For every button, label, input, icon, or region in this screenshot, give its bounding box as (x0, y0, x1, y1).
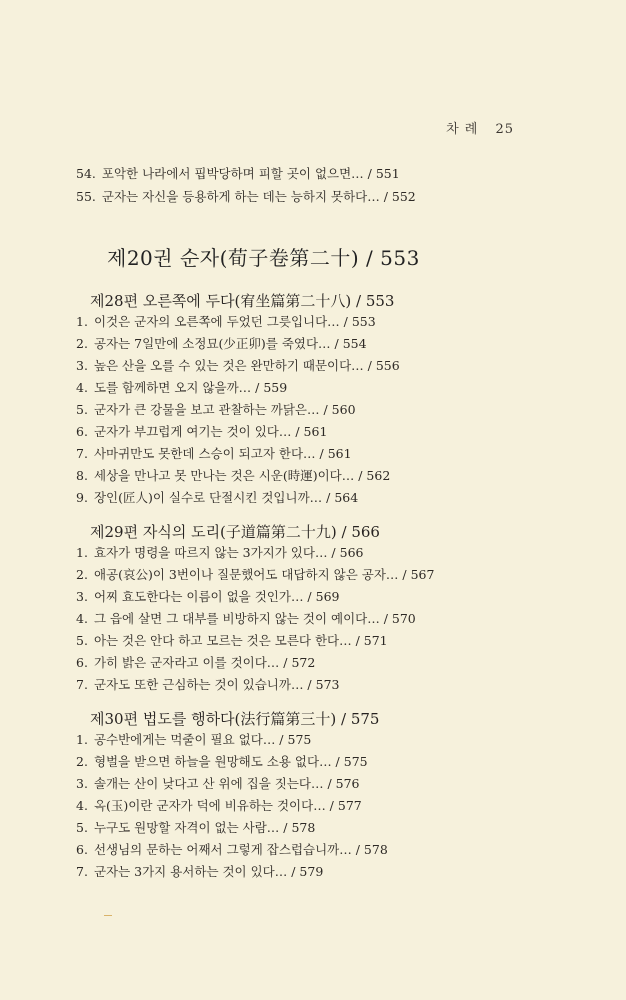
chapter-title: 제28편 오른쪽에 두다(宥坐篇第二十八) / 553 (90, 292, 395, 310)
toc-item: 3. 어찌 효도한다는 이름이 없을 것인가… / 569 (76, 589, 340, 604)
toc-item: 2. 애공(哀公)이 3번이나 질문했어도 대답하지 않은 공자… / 567 (76, 567, 435, 582)
running-head (434, 118, 514, 137)
toc-item: 2. 형벌을 받으면 하늘을 원망해도 소용 없다… / 575 (76, 754, 368, 769)
toc-item: 4. 옥(玉)이란 군자가 덕에 비유하는 것이다… / 577 (76, 798, 362, 813)
chapter-title: 제30편 법도를 행하다(法行篇第三十) / 575 (90, 710, 380, 728)
toc-item: 8. 세상을 만나고 못 만나는 것은 시운(時運)이다… / 562 (76, 468, 391, 483)
toc-item: 54. 포악한 나라에서 핍박당하며 피할 곳이 없으면… / 551 (76, 166, 400, 181)
toc-item: 7. 사마귀만도 못한데 스승이 되고자 한다… / 561 (76, 446, 352, 461)
toc-item: 1. 이것은 군자의 오른쪽에 두었던 그릇입니다… / 553 (76, 314, 376, 329)
toc-item: 1. 효자가 명령을 따르지 않는 3가지가 있다… / 566 (76, 545, 364, 560)
running-title: 차 례 (446, 122, 479, 137)
toc-item: 3. 높은 산을 오를 수 있는 것은 완만하기 때문이다… / 556 (76, 358, 400, 373)
toc-item: 55. 군자는 자신을 등용하게 하는 데는 능하지 못하다… / 552 (76, 189, 416, 204)
volume-title: 제20권 순자(荀子卷第二十) / 553 (107, 246, 420, 270)
toc-item: 5. 아는 것은 안다 하고 모르는 것은 모른다 한다… / 571 (76, 633, 388, 648)
toc-item: 9. 장인(匠人)이 실수로 단절시킨 것입니까… / 564 (76, 490, 359, 505)
toc-item: 6. 가히 밝은 군자라고 이를 것이다… / 572 (76, 655, 316, 670)
toc-item: 3. 솔개는 산이 낮다고 산 위에 집을 짓는다… / 576 (76, 776, 360, 791)
chapter-title: 제29편 자식의 도리(子道篇第二十九) / 566 (90, 523, 380, 541)
toc-item: 5. 누구도 원망할 자격이 없는 사람… / 578 (76, 820, 316, 835)
toc-item: 4. 그 읍에 살면 그 대부를 비방하지 않는 것이 예이다… / 570 (76, 611, 416, 626)
decorative-mark (104, 915, 112, 916)
toc-item: 6. 군자가 부끄럽게 여기는 것이 있다… / 561 (76, 424, 328, 439)
toc-item: 6. 선생님의 문하는 어째서 그렇게 잡스럽습니까… / 578 (76, 842, 388, 857)
toc-item: 5. 군자가 큰 강물을 보고 관찰하는 까닭은… / 560 (76, 402, 356, 417)
toc-item: 7. 군자는 3가지 용서하는 것이 있다… / 579 (76, 864, 324, 879)
toc-item: 1. 공수반에게는 먹줄이 필요 없다… / 575 (76, 732, 312, 747)
toc-item: 4. 도를 함께하면 오지 않을까… / 559 (76, 380, 288, 395)
toc-item: 7. 군자도 또한 근심하는 것이 있습니까… / 573 (76, 677, 340, 692)
page-number: 25 (495, 122, 514, 137)
toc-item: 2. 공자는 7일만에 소정묘(少正卯)를 죽였다… / 554 (76, 336, 367, 351)
